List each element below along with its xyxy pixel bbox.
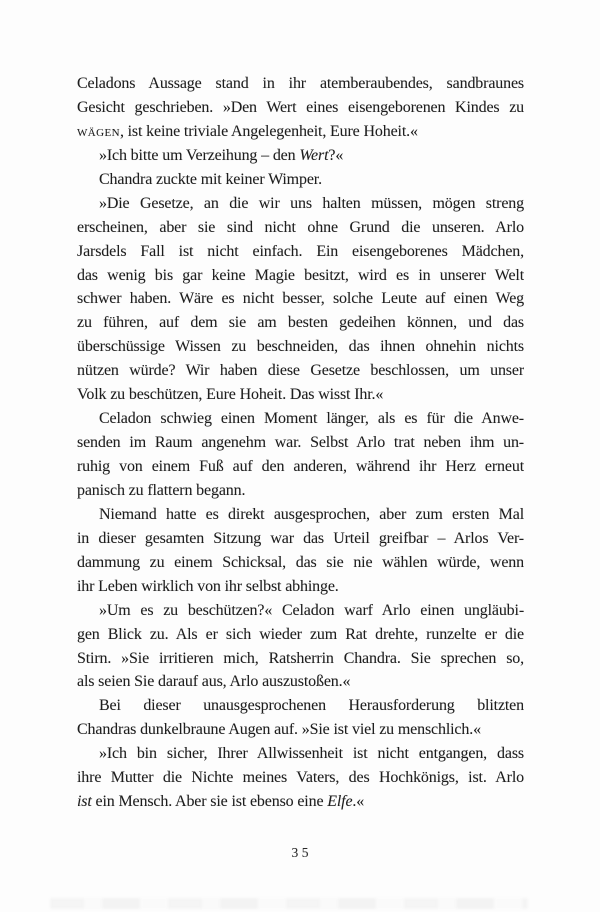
text-line: [77, 192, 524, 216]
text-run: überschüssige Wissen zu beschneiden, das ihnen ohnehin nichts: [77, 338, 524, 356]
text-line: [77, 359, 524, 383]
text-run: Chandras dunkelbraune Augen auf. »Sie ist viel zu menschlich.«: [77, 721, 481, 739]
text-run: zu führen, auf dem sie am besten gedeihen können, und das: [77, 314, 524, 332]
text-run: ein Mensch. Aber sie ist ebenso eine: [91, 793, 328, 811]
text-run: Bei dieser unausgesprochenen Herausforderung blitzten: [99, 697, 524, 715]
text-line: [77, 287, 524, 311]
text-line: [77, 766, 524, 790]
text-run: .«: [352, 793, 365, 811]
italic-text-run: ist: [77, 793, 92, 811]
text-run: Stirn. »Sie irritieren mich, Ratsherrin Chandra. Sie sprechen so,: [77, 649, 524, 667]
text-run: Celadons Aussage stand in ihr atemberaubendes, sandbraunes: [77, 75, 524, 92]
text-run: »Um es zu beschützen?« Celadon warf Arlo einen ungläubi-: [99, 601, 524, 619]
text-block: [77, 72, 524, 814]
text-line: [77, 144, 524, 168]
text-line: [77, 790, 524, 814]
text-run: Chandra zuckte mit keiner Wimper.: [99, 170, 322, 188]
text-run: Jarsdels Fall ist nicht einfach. Ein eisengeborenes Mädchen,: [77, 242, 524, 260]
text-run: Volk zu beschützen, Eure Hoheit. Das wisst Ihr.«: [77, 386, 384, 404]
text-line: [77, 694, 524, 718]
text-line: [77, 527, 524, 551]
text-line: [77, 120, 524, 144]
text-line: [77, 742, 524, 766]
text-line: [77, 718, 524, 742]
text-run: in dieser gesamten Sitzung war das Urteil greifbar – Arlos Ver-: [77, 529, 524, 547]
text-line: [77, 551, 524, 575]
text-line: [77, 503, 524, 527]
text-run: »Ich bitte um Verzeihung – den: [99, 146, 300, 164]
text-line: [77, 407, 524, 431]
smallcaps-text-run: wägen: [77, 122, 120, 140]
text-line: [77, 383, 524, 407]
text-run: Celadon schwieg einen Moment länger, als es für die Anwe-: [99, 410, 524, 428]
text-line: [77, 575, 524, 599]
text-run: ihre Mutter die Nichte meines Vaters, des Hochkönigs, ist. Arlo: [77, 769, 524, 787]
text-line: [77, 599, 524, 623]
text-line: [77, 240, 524, 264]
text-run: Niemand hatte es direkt ausgesprochen, aber zum ersten Mal: [99, 505, 524, 523]
text-line: [77, 264, 524, 288]
text-run: ?«: [328, 146, 344, 164]
text-line: [77, 479, 524, 503]
text-line: [77, 623, 524, 647]
text-line: [77, 431, 524, 455]
text-run: , ist keine triviale Angelegenheit, Eure Hoheit.«: [119, 122, 418, 140]
scan-showthrough-artifact: [50, 898, 528, 909]
text-run: das wenig bis gar keine Magie besitzt, wird es in unserer Welt: [77, 266, 524, 284]
text-line: [77, 96, 524, 120]
text-run: »Ich bin sicher, Ihrer Allwissenheit ist nicht entgangen, dass: [99, 745, 524, 763]
page-number: 35: [291, 845, 312, 860]
text-run: ruhig von einem Fuß auf den anderen, während ihr Herz erneut: [77, 458, 524, 475]
text-line: [77, 335, 524, 359]
text-run: ihr Leben wirklich von ihr selbst abhinge.: [77, 577, 339, 595]
text-run: erscheinen, aber sie sind nicht ohne Grund die unseren. Arlo: [77, 218, 524, 236]
text-run: panisch zu flattern begann.: [77, 481, 246, 499]
text-run: dammung zu einem Schicksal, das sie nie wählen würde, wenn: [77, 553, 524, 571]
text-run: Gesicht geschrieben. »Den Wert eines eisengeborenen Kindes zu: [77, 98, 524, 116]
text-line: [77, 455, 524, 479]
text-run: nützen würde? Wir haben diese Gesetze beschlossen, um unser: [77, 362, 524, 380]
italic-text-run: Wert: [299, 146, 329, 164]
text-line: [77, 647, 524, 671]
text-line: [77, 168, 524, 192]
italic-text-run: Elfe: [327, 793, 353, 811]
text-line: [77, 311, 524, 335]
text-line: [77, 216, 524, 240]
text-run: gen Blick zu. Als er sich wieder zum Rat drehte, runzelte er die: [77, 625, 524, 643]
text-run: senden im Raum angenehm war. Selbst Arlo trat neben ihm un-: [77, 434, 524, 452]
text-run: »Die Gesetze, an die wir uns halten müssen, mögen streng: [99, 194, 524, 212]
text-run: als seien Sie darauf aus, Arlo auszustoßen.«: [77, 673, 351, 691]
text-run: schwer haben. Wäre es nicht besser, solche Leute auf einen Weg: [77, 290, 524, 308]
text-line: [77, 72, 524, 96]
text-line: [77, 670, 524, 694]
